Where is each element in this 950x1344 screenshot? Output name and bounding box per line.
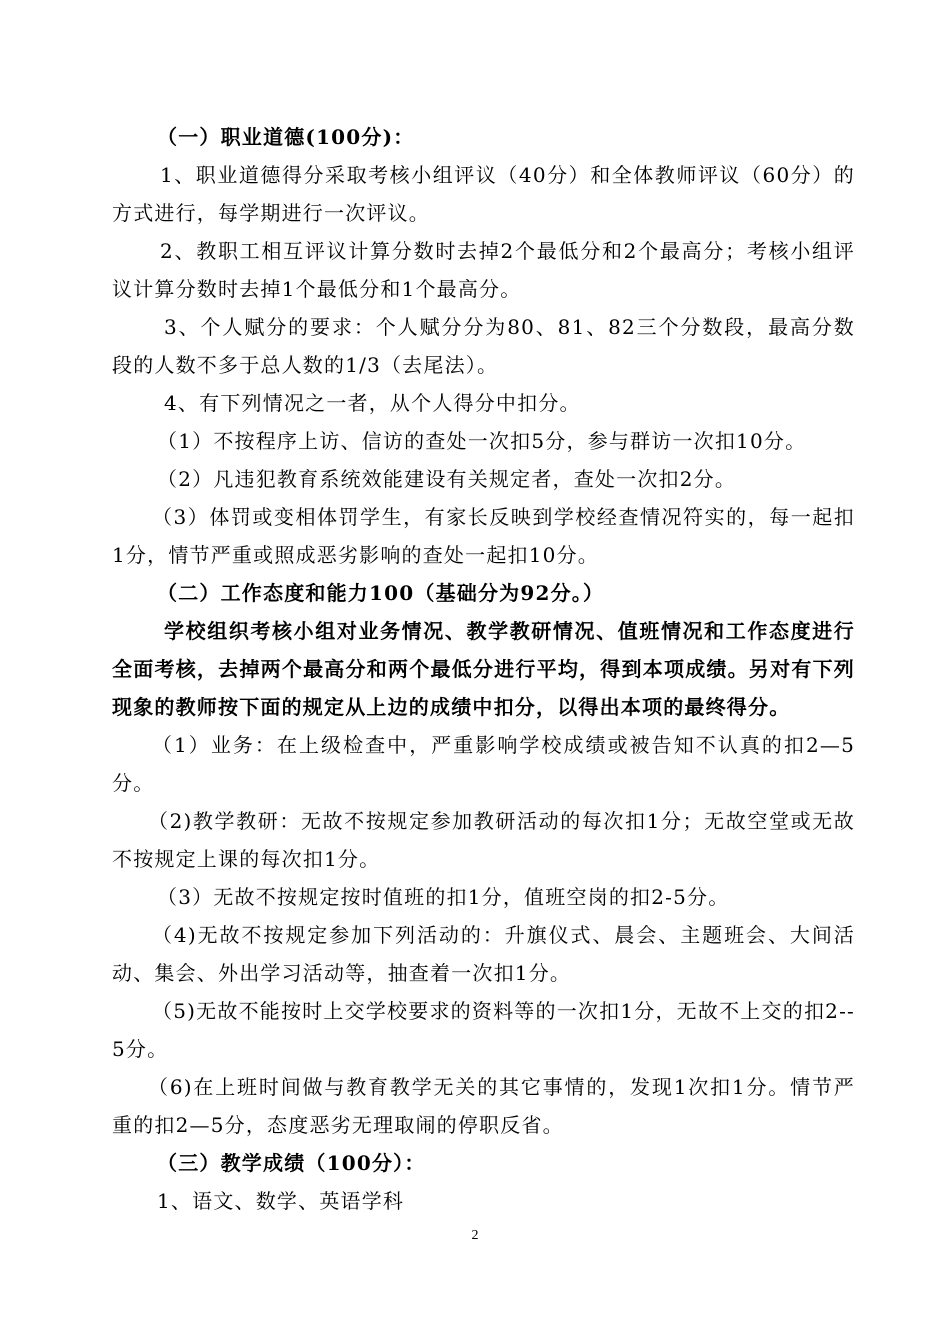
paragraph: 2、教职工相互评议计算分数时去掉2个最低分和2个最高分；考核小组评议计算分数时去掉1个最低分和1个最高分。 [112,239,855,301]
paragraph: （2)教学教研：无故不按规定参加教研活动的每次扣1分；无故空堂或无故不按规定上课的每次扣1分。 [112,809,855,871]
paragraph: （1）不按程序上访、信访的查处一次扣5分，参与群访一次扣10分。 [157,429,807,453]
section-heading-teaching-results: （三）教学成绩（100分）： [157,1151,426,1175]
paragraph: （2）凡违犯教育系统效能建设有关规定者，查处一次扣2分。 [157,467,737,491]
paragraph: （6)在上班时间做与教育教学无关的其它事情的，发现1次扣1分。情节严重的扣2—5分，态度恶劣无理取闹的停职反省。 [112,1075,855,1137]
paragraph: 3、个人赋分的要求：个人赋分分为80、81、82三个分数段，最高分数段的人数不多于总人数的1/3（去尾法）。 [112,315,855,377]
paragraph: （5)无故不能按时上交学校要求的资料等的一次扣1分，无故不上交的扣2--5分。 [112,999,855,1061]
paragraph: 1、语文、数学、英语学科 [157,1189,405,1213]
paragraph: （3）体罚或变相体罚学生，有家长反映到学校经查情况符实的，每一起扣1分，情节严重或照成恶劣影响的查处一起扣10分。 [112,505,855,567]
paragraph: （1）业务：在上级检查中，严重影响学校成绩或被告知不认真的扣2—5分。 [112,733,855,795]
paragraph: （3）无故不按规定按时值班的扣1分，值班空岗的扣2-5分。 [157,885,730,909]
paragraph: 1、职业道德得分采取考核小组评议（40分）和全体教师评议（60分）的方式进行，每学期进行一次评议。 [112,163,855,225]
paragraph-bold: 学校组织考核小组对业务情况、教学教研情况、值班情况和工作态度进行全面考核，去掉两个最高分和两个最低分进行平均，得到本项成绩。另对有下列现象的教师按下面的规定从上边的成绩中扣分，以得出本项的最终得分。 [112,619,855,719]
document-body [112,118,855,1220]
section-heading-work-attitude: （二）工作态度和能力100（基础分为92分。） [157,581,605,605]
section-heading-professional-ethics: （一）职业道德(100分)： [157,125,415,149]
page-number: 2 [471,1228,479,1243]
paragraph: 4、有下列情况之一者，从个人得分中扣分。 [164,391,581,415]
paragraph: （4)无故不按规定参加下列活动的：升旗仪式、晨会、主题班会、大间活动、集会、外出学习活动等，抽查着一次扣1分。 [112,923,855,985]
